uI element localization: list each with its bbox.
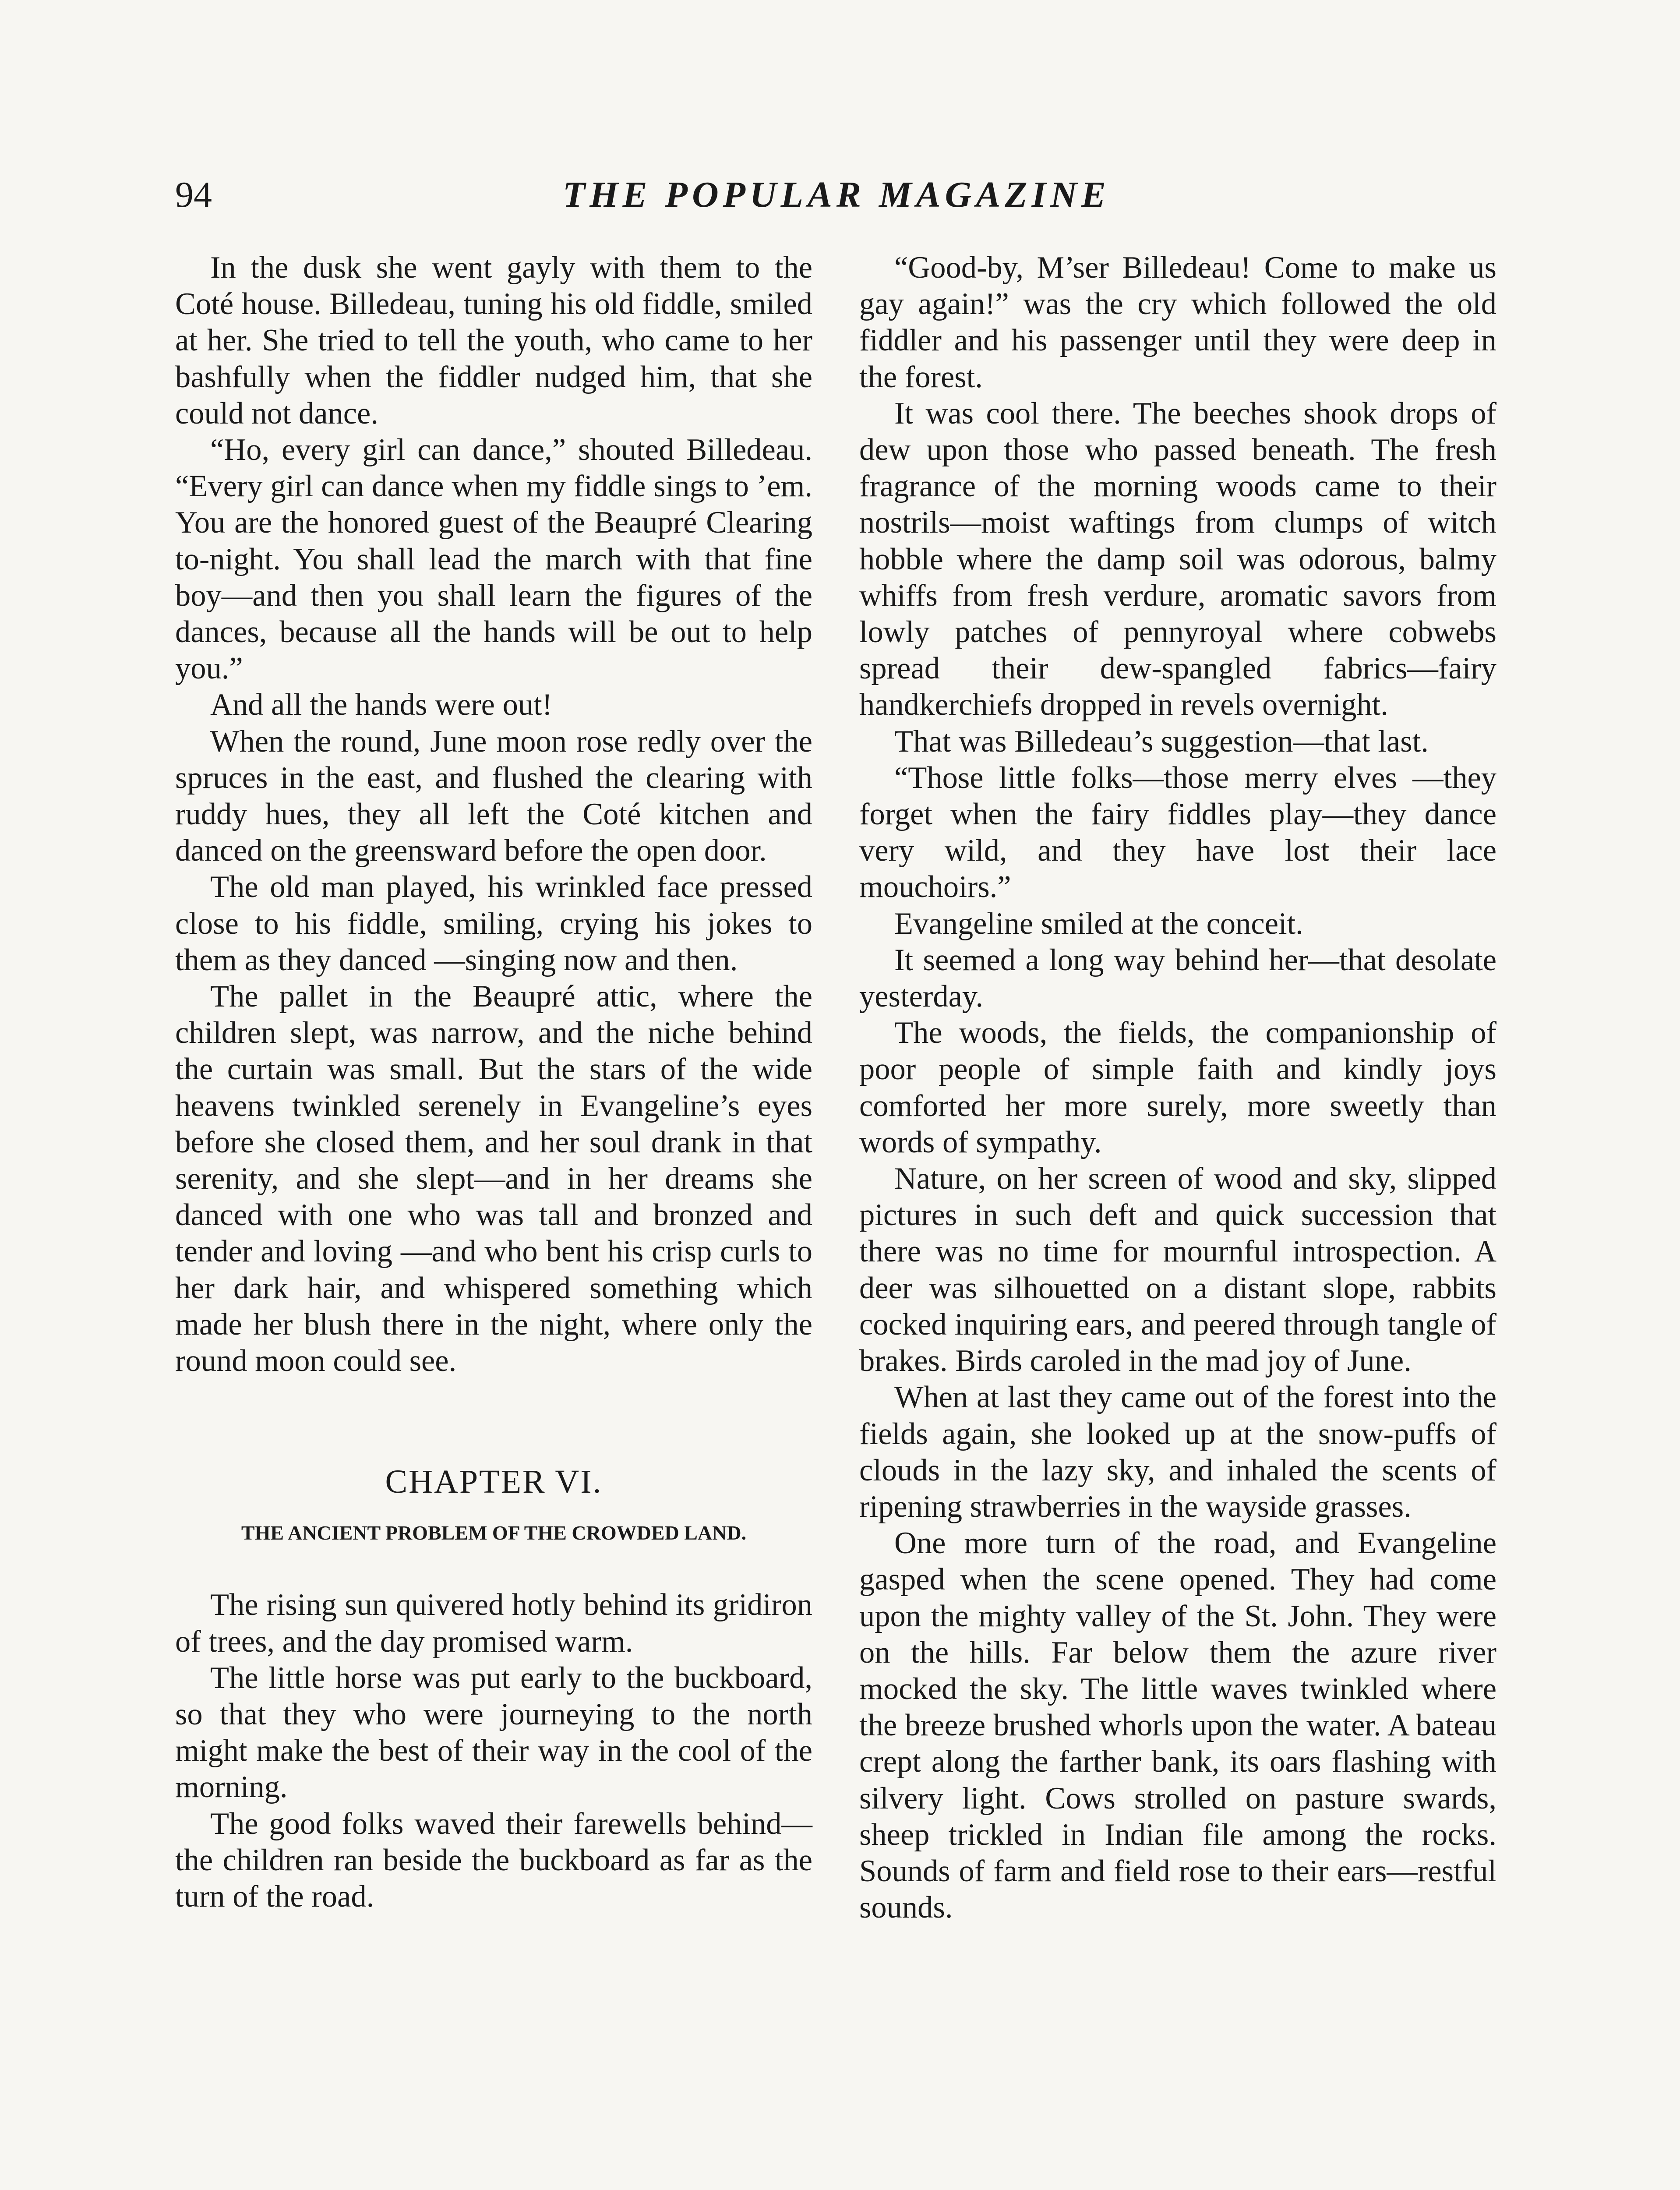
- running-title: THE POPULAR MAGAZINE: [562, 174, 1111, 215]
- paragraph: Nature, on her screen of wood and sky, slipped pictures in such deft and quick succession that there was no time for mournful introspection. A deer was silhouetted on a distant slope, rabbits cocked inquiring ears, and peered through tangle of brakes. Birds caroled in the mad joy of June.: [859, 1162, 1496, 1378]
- paragraph: The pallet in the Beaupré attic, where the children slept, was narrow, and the niche behind the curtain was small. But the stars of the wide heavens twinkled serenely in Evangeline’s eyes before she closed them, and her soul drank in that serenity, and she slept—and in her dreams she danced with one who was tall and bronzed and tender and loving —and who bent his crisp curls to her dark hair, and whispered something which made her blush there in the night, where only the round moon could see.: [175, 979, 812, 1378]
- paragraph: One more turn of the road, and Evangeline gasped when the scene opened. They had come upon the mighty valley of the St. John. They were on the hills. Far below them the azure river mocked the sky. The little waves twinkled where the breeze brushed whorls upon the water. A bateau crept along the farther bank, its oars flashing with silvery light. Cows strolled on pasture swards, sheep trickled in Indian file among the rocks. Sounds of farm and field rose to their ears—restful sounds.: [859, 1526, 1496, 1925]
- chapter-heading: CHAPTER VI.: [385, 1463, 603, 1501]
- chapter-subtitle: THE ANCIENT PROBLEM OF THE CROWDED LAND.: [241, 1522, 747, 1544]
- paragraph: Evangeline smiled at the conceit.: [894, 906, 1303, 941]
- paragraph: In the dusk she went gayly with them to the Coté house. Billedeau, tuning his old fiddle, smiled at her. She tried to tell the youth, who came to her bashfully when the fiddler nudged him, that she could not dance.: [175, 251, 812, 431]
- paragraph: When at last they came out of the forest into the fields again, she looked up at the snow-puffs of clouds in the lazy sky, and inhaled the scents of ripening strawberries in the wayside grasses.: [859, 1380, 1496, 1524]
- paragraph: It seemed a long way behind her—that desolate yesterday.: [859, 943, 1496, 1014]
- page-header: [175, 166, 1498, 223]
- paragraph: The woods, the fields, the companionship of poor people of simple faith and kindly joys comforted her more surely, more sweetly than words of sympathy.: [859, 1016, 1496, 1159]
- paragraph: That was Billedeau’s suggestion—that last.: [894, 724, 1429, 759]
- paragraph: “Good-by, M’ser Billedeau! Come to make us gay again!” was the cry which followed the old fiddler and his passenger until they were deep in the forest.: [859, 251, 1496, 394]
- paragraph: And all the hands were out!: [210, 688, 553, 722]
- paragraph: The rising sun quivered hotly behind its gridiron of trees, and the day promised warm.: [175, 1588, 812, 1659]
- paragraph: “Ho, every girl can dance,” shouted Billedeau. “Every girl can dance when my fiddle sings to ’em. You are the honored guest of the Beaupré Clearing to-night. You shall lead the march with that fine boy—and then you shall learn the figures of the dances, because all the hands will be out to help you.”: [175, 433, 812, 686]
- right-column: [859, 250, 1496, 1926]
- page-number: 94: [175, 174, 212, 215]
- chapter-heading-block: [175, 1462, 812, 1548]
- paragraph: The old man played, his wrinkled face pressed close to his fiddle, smiling, crying his jokes to them as they danced —singing now and then.: [175, 870, 812, 977]
- paragraph: “Those little folks—those merry elves —they forget when the fairy fiddles play—they dance very wild, and they have lost their lace mouchoirs.”: [859, 760, 1496, 904]
- left-column: [175, 250, 812, 1915]
- paragraph: It was cool there. The beeches shook drops of dew upon those who passed beneath. The fresh fragrance of the morning woods came to their nostrils—moist waftings from clumps of witch hobble where the damp soil was odorous, balmy whiffs from fresh verdure, aromatic savors from lowly patches of pennyroyal where cobwebs spread their dew-spangled fabrics—fairy handkerchiefs dropped in revels overnight.: [859, 396, 1496, 722]
- paragraph: When the round, June moon rose redly over the spruces in the east, and flushed the clearing with ruddy hues, they all left the Coté kitchen and danced on the greensward before the open door.: [175, 724, 812, 868]
- paragraph: The little horse was put early to the buckboard, so that they who were journeying to the north might make the best of their way in the cool of the morning.: [175, 1660, 812, 1805]
- paragraph: The good folks waved their farewells behind—the children ran beside the buckboard as far as the turn of the road.: [175, 1806, 812, 1914]
